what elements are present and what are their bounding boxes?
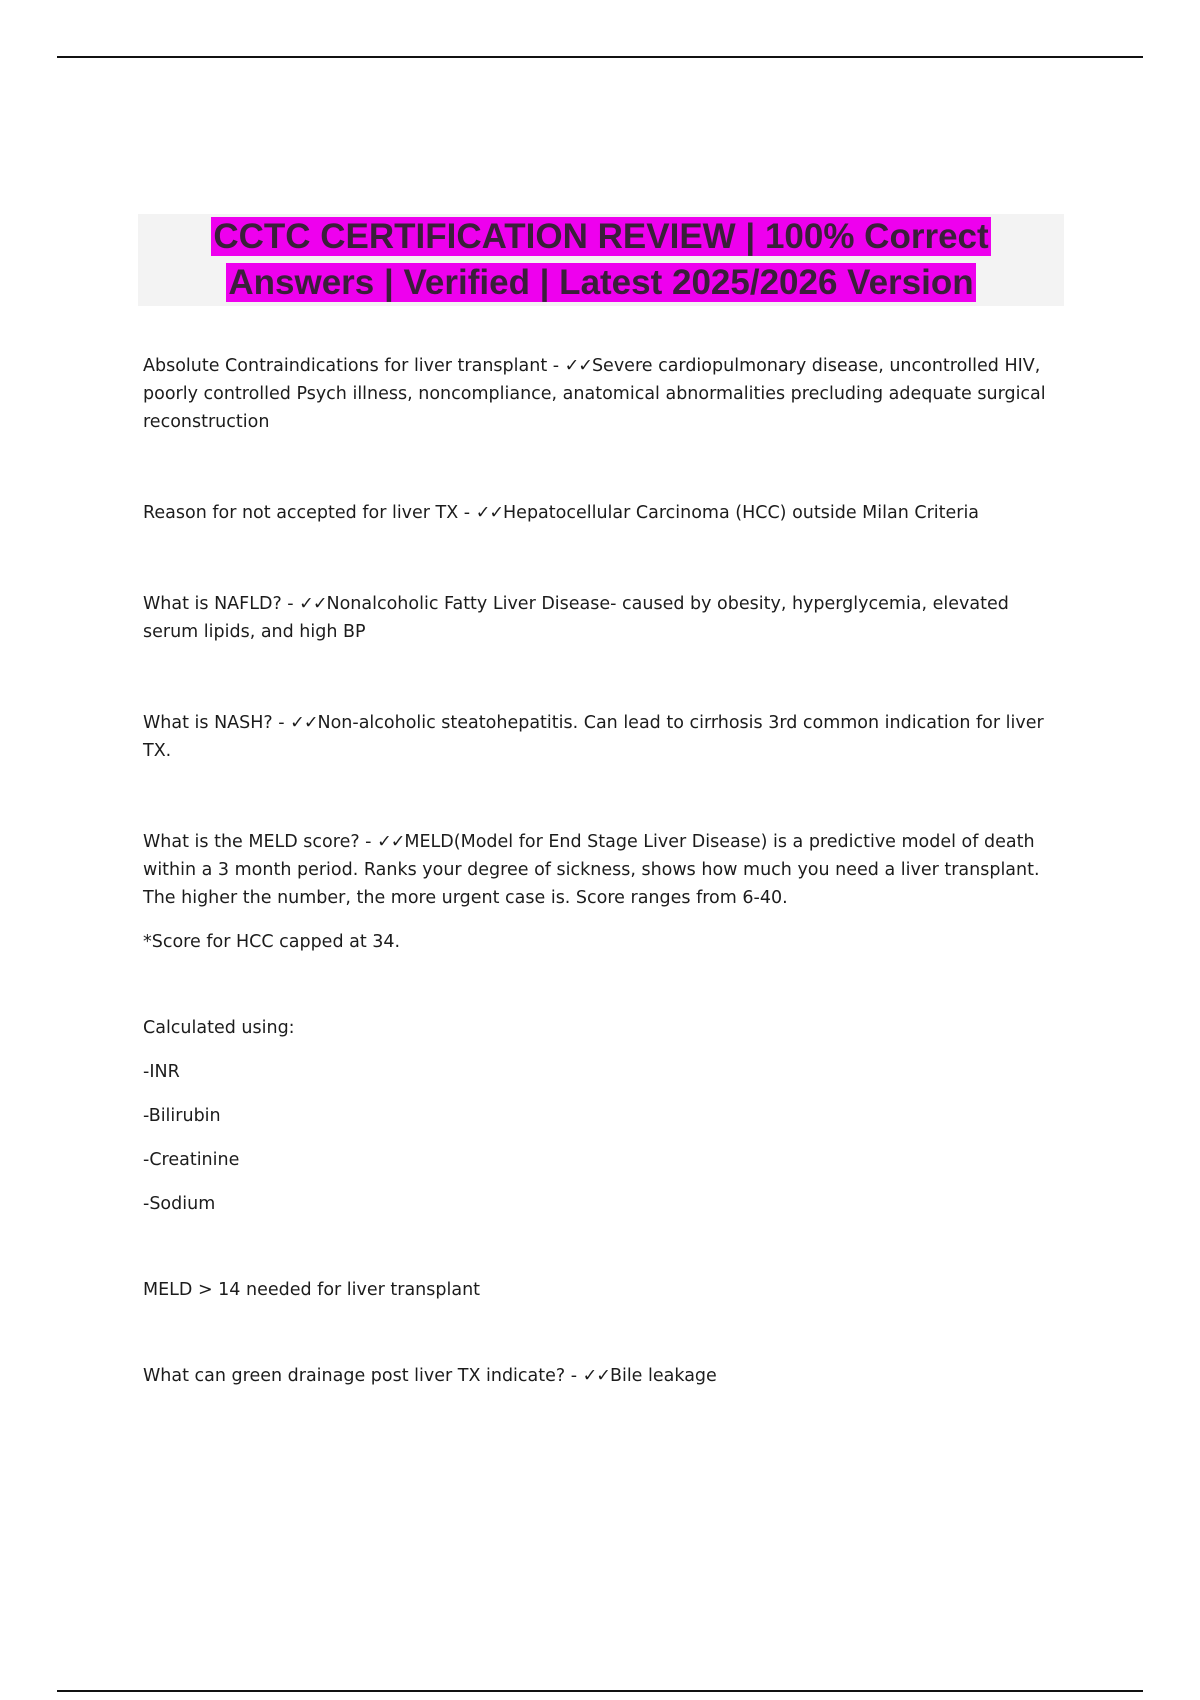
meld-threshold: MELD > 14 needed for liver transplant <box>143 1280 481 1300</box>
question-text: What is NAFLD? - <box>143 594 300 614</box>
question-text: What can green drainage post liver TX indicate? - <box>143 1366 583 1386</box>
answer-text: Non-alcoholic steatohepatitis. Can lead to cirrhosis 3rd common indication for liver TX. <box>143 713 1044 761</box>
answer-text: Severe cardiopulmonary disease, uncontrolled HIV, poorly controlled Psych illness, noncompliance, anatomical abnormalities precluding adequate surgical reconstruction <box>143 356 1046 432</box>
answer-text: MELD(Model for End Stage Liver Disease) is a predictive model of death within a 3 month period. Ranks your degree of sickness, shows how much you need a liver transplant. The higher the number, the more urgent case is. Score ranges from 6-40. <box>143 832 1040 908</box>
question-text: Absolute Contraindications for liver transplant - <box>143 356 565 376</box>
document-body <box>143 352 1063 1390</box>
qa-item-contraindications <box>143 352 1063 436</box>
double-check-icon: ✓✓ <box>299 594 327 614</box>
top-divider <box>57 56 1143 58</box>
answer-text: Bile leakage <box>609 1366 717 1386</box>
double-check-icon: ✓✓ <box>290 713 318 733</box>
meld-factor-item: -Creatinine <box>143 1150 240 1170</box>
double-check-icon: ✓✓ <box>475 503 504 523</box>
meld-calculated-using: Calculated using: <box>143 1018 295 1038</box>
title-line-1: CCTC CERTIFICATION REVIEW | 100% Correct <box>213 217 989 256</box>
double-check-icon: ✓✓ <box>564 356 592 376</box>
question-text: Reason for not accepted for liver TX - <box>143 503 476 523</box>
answer-text: Nonalcoholic Fatty Liver Disease- caused by obesity, hyperglycemia, elevated serum lipids, and high BP <box>143 594 1009 642</box>
qa-item-meld <box>143 828 1063 912</box>
question-text: What is the MELD score? - <box>143 832 378 852</box>
meld-factor-item: -INR <box>143 1062 180 1082</box>
qa-item-nash <box>143 709 1063 765</box>
question-text: What is NASH? - <box>143 713 291 733</box>
meld-hcc-cap-note: *Score for HCC capped at 34. <box>143 932 401 952</box>
meld-factor-item: -Sodium <box>143 1194 216 1214</box>
double-check-icon: ✓✓ <box>377 832 405 852</box>
answer-text: Hepatocellular Carcinoma (HCC) outside Milan Criteria <box>503 503 980 523</box>
title-line-2: Answers | Verified | Latest 2025/2026 Version <box>228 263 974 302</box>
meld-factor-item: -Bilirubin <box>143 1106 221 1126</box>
qa-item-nafld <box>143 590 1063 646</box>
qa-item-not-accepted <box>143 499 1063 527</box>
double-check-icon: ✓✓ <box>582 1366 610 1386</box>
document-title <box>138 214 1064 306</box>
bottom-divider <box>57 1690 1143 1692</box>
qa-item-green-drainage <box>143 1362 1063 1390</box>
